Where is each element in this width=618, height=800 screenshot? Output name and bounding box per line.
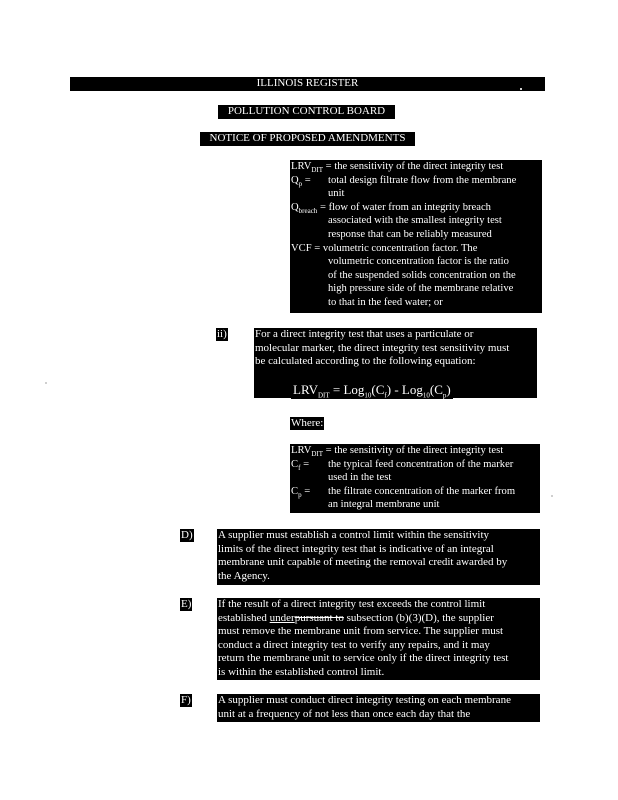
definitions-block-2 bbox=[290, 444, 540, 513]
deleted-text: pursuant to bbox=[294, 611, 344, 624]
scan-mark bbox=[551, 495, 553, 497]
item-e-text bbox=[217, 598, 540, 680]
def2-lrv-dit: $LRV_{DIT}$ = the sensitivity of the direct integrity test bbox=[291, 445, 504, 459]
equation-lrv-dit: $LRV_{DIT} = Log_{10}(C_f) - Log_{10}(C_p)$ bbox=[293, 382, 451, 400]
item-ii-line: molecular marker, the direct integrity test sensitivity must bbox=[255, 341, 510, 354]
notice-title bbox=[200, 132, 415, 146]
def-vcf: VCF = volumetric concentration factor. The volumetric concentration factor is the ratio of the suspended solids concentration on the high pressure side of the membrane relative to that in the feed water; or bbox=[291, 242, 516, 308]
notice-title-text: NOTICE OF PROPOSED AMENDMENTS bbox=[209, 132, 406, 144]
item-e-line: is within the established control limit. bbox=[218, 665, 385, 678]
where-label: Where: bbox=[291, 417, 324, 429]
item-f-line: unit at a frequency of not less than once each day that the bbox=[218, 707, 471, 720]
scan-mark bbox=[45, 382, 47, 384]
def-q-breach: $Q_{breach}$ = flow of water from an integrity breach associated with the smallest integrity test response that can be reliably measured bbox=[291, 201, 502, 240]
item-d-label: D) bbox=[181, 529, 193, 541]
definitions-block-1 bbox=[290, 160, 542, 313]
item-e-line: established underpursuant to subsection (b)(3)(D), the supplier bbox=[218, 611, 494, 624]
board-title-text: POLLUTION CONTROL BOARD bbox=[227, 105, 386, 117]
item-f-text bbox=[217, 694, 540, 722]
item-e-label: E) bbox=[181, 598, 192, 610]
inserted-text: under bbox=[269, 611, 295, 624]
def-lrv-dit: $LRV_{DIT}$ = the sensitivity of the direct integrity test bbox=[291, 161, 504, 175]
item-e-line: return the membrane unit to service only if the direct integrity test bbox=[218, 652, 509, 664]
board-title bbox=[218, 105, 395, 119]
def-cp: $C_p$ = the filtrate concentration of the marker from an integral membrane unit bbox=[291, 485, 516, 511]
item-ii-line: For a direct integrity test that uses a particulate or bbox=[255, 328, 474, 340]
register-title: ILLINOIS REGISTER bbox=[256, 77, 359, 89]
def-qp: $Q_p$ = total design filtrate flow from the membrane unit bbox=[291, 174, 517, 200]
scan-mark bbox=[520, 88, 522, 90]
item-d-text bbox=[217, 529, 540, 585]
item-ii-line: be calculated according to the following equation: bbox=[255, 355, 476, 367]
item-f-label: F) bbox=[181, 694, 191, 706]
item-e-line: conduct a direct integrity test to verify any repairs, and it may bbox=[218, 638, 490, 651]
item-e-line: must remove the membrane unit from service. The supplier must bbox=[218, 625, 504, 637]
item-d-line: membrane unit capable of meeting the removal credit awarded by bbox=[218, 556, 508, 568]
register-banner bbox=[70, 77, 545, 91]
item-ii-label: ii) bbox=[217, 328, 227, 340]
item-d-line: A supplier must establish a control limit within the sensitivity bbox=[218, 529, 490, 541]
def-cf: $C_f$ = the typical feed concentration of the marker used in the test bbox=[291, 458, 514, 484]
item-f-line: A supplier must conduct direct integrity testing on each membrane bbox=[218, 694, 511, 706]
item-d-line: the Agency. bbox=[218, 569, 270, 582]
item-e-line: If the result of a direct integrity test exceeds the control limit bbox=[218, 598, 486, 610]
item-d-line: limits of the direct integrity test that is indicative of an integral bbox=[218, 542, 494, 555]
